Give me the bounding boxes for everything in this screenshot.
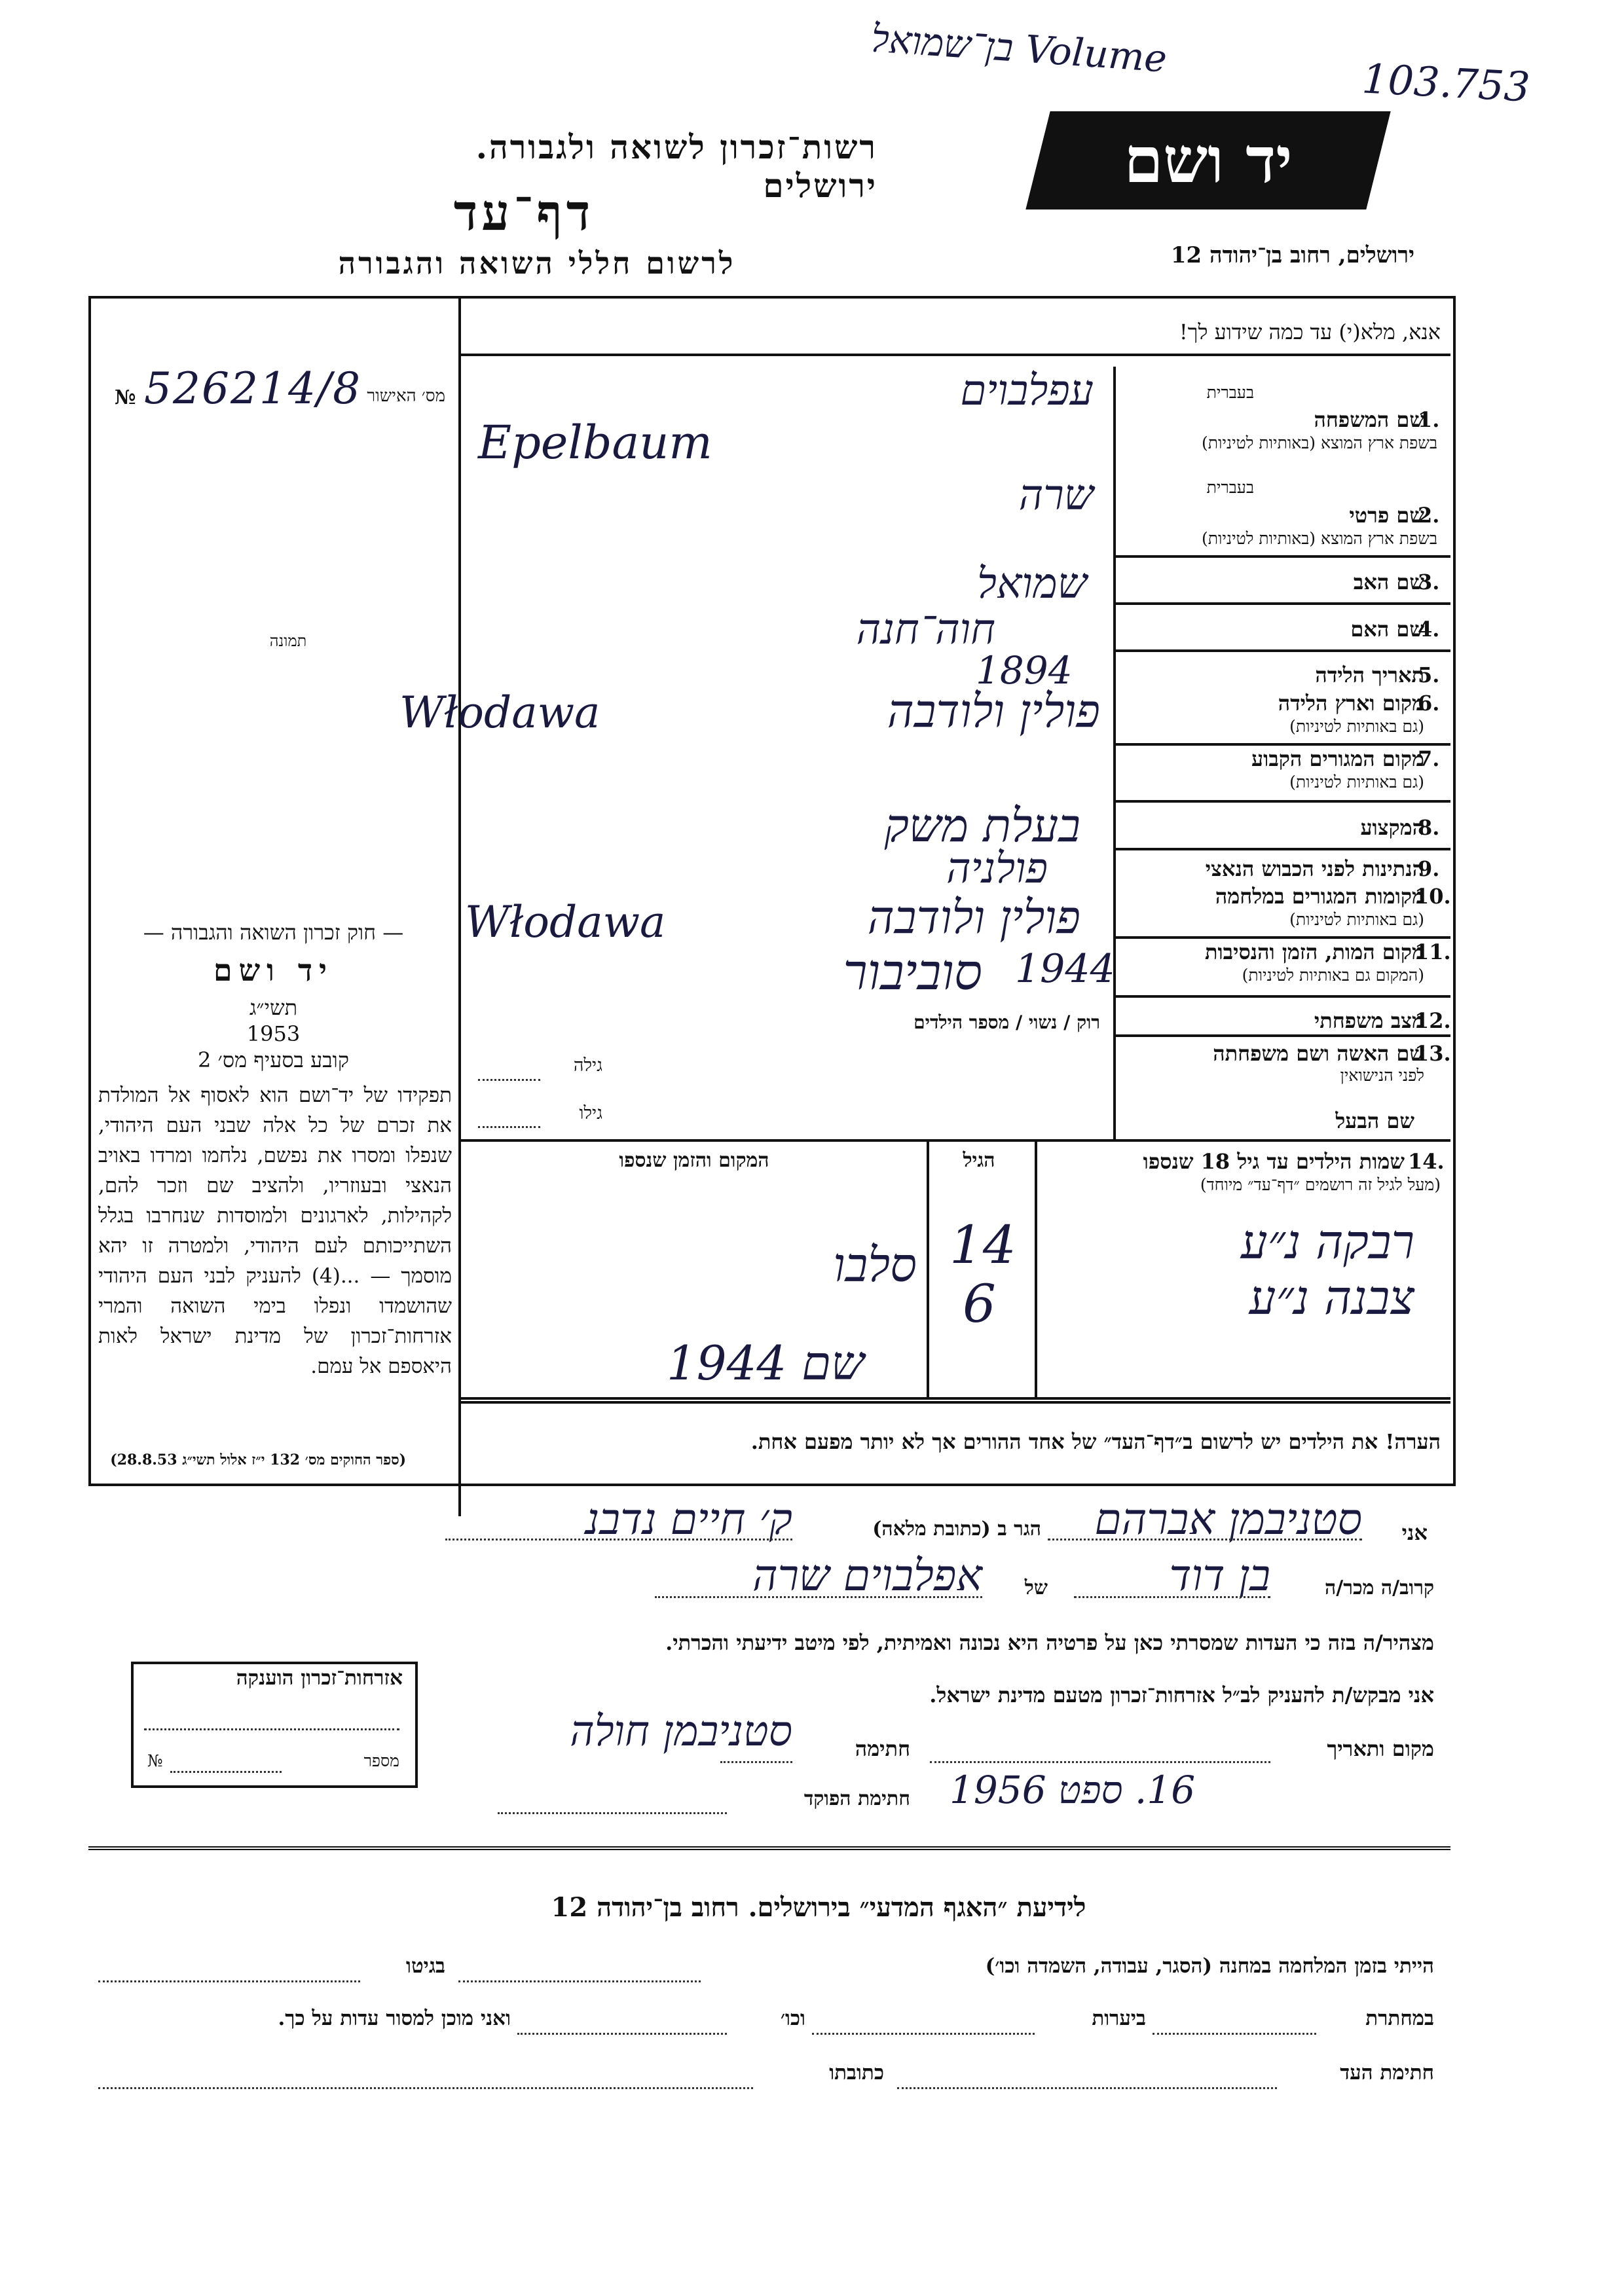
citizenship-box-title: אזרחות־זכרון הוענקה [236,1666,403,1690]
field-2-hebrew-tag: בעברית [1206,478,1254,497]
field-4-label: שם האם [1350,617,1424,642]
age-label: גילה [573,1055,602,1076]
field-1-sub: בשפת ארץ המוצא (באותיות לטיניות) [1202,433,1437,452]
field-10-number: 10. [1414,884,1451,909]
children-note: הערה! את הילדים יש לרשום ב״דף־העד״ של אחד ההורים אך לא יותר מפעם אחת. [750,1429,1441,1454]
field-13-label: שם האשה ושם משפחתה [1213,1041,1424,1066]
child-2-age: 6 [963,1273,996,1334]
field-11-number: 11. [1414,939,1451,964]
field-4-number: 4. [1418,617,1440,642]
field-6-label: מקום וארץ הלידה [1278,691,1424,716]
declarant-name: סטניבמן אברהם [1094,1494,1362,1544]
photo-placeholder-label: תמונה [269,632,307,650]
field-4-value: חוה־חנה [856,606,995,654]
field-7-number: 7. [1418,746,1440,771]
citizenship-box-number-abbr: № [147,1751,163,1770]
field-8-value: בעלת משק [884,799,1080,852]
law-year-hebrew: תשי״ג [249,995,298,1020]
field-9-number: 9. [1418,856,1440,881]
husband-label: שם הבעל [1335,1108,1414,1133]
law-heading: — חוק זכרון השואה והגבורה — [143,920,404,945]
field-13-sub: לפני הנישואין [1340,1066,1424,1085]
field-13-number: 13. [1414,1041,1451,1066]
bottom-line3-a: חתימת העד [1340,2061,1434,2085]
law-section: קובע בסעיף מס׳ 2 [198,1048,349,1072]
place-date-label: מקום ותאריך [1327,1736,1434,1761]
of-label: של [1024,1576,1048,1599]
declarant-address: ק׳ חיים נדבנ [585,1494,792,1544]
field-5-number: 5. [1418,663,1440,687]
children-age-header: הגיל [963,1149,995,1172]
law-body: תפקידו של יד־ושם הוא לאסוף אל המולדת את זכרם של כל אלה שבני העם היהודי, שנפלו ומסרו את נפשם, נלחמו ומרדו באויב הנאצי ובעוזריו, ולהציב שם וזכר להם, לקהילות, לארגונים ולמוסדות שנחרבו בגלל השתייכותם לעם היהודי, ולמטרה זו יהא מוסמך — ...(4) להעניק לבני העם היהודי שהושמדו ונפלו בימי השואה והמרי אזרחות־זכרון של מדינת ישראל לאות היאספם אל עמם. [98,1084,452,1378]
field-6-sub: (גם באותיות לטיניות) [1289,717,1424,736]
field-8-number: 8. [1418,815,1440,840]
bottom-line1-a: הייתי בזמן המלחמה במחנה (הסגר, עבודה, השמדה וכו׳) [985,1954,1434,1978]
field-1-value: עפלבוים [960,367,1094,415]
field-1-label: שם המשפחה [1314,407,1424,432]
field-7-sub: (גם באותיות לטיניות) [1289,773,1424,792]
children-place-extra: שם 1944 [666,1336,864,1391]
bottom-line1-b: בגיטו [406,1954,445,1978]
form-subtitle: לרשום חללי השואה והגבורה [338,246,736,281]
approval-label: מס׳ האישור [367,386,445,406]
children-title: שמות הילדים עד גיל 18 שנספו [1143,1149,1405,1174]
declaration-i-label: אני [1401,1520,1428,1545]
field-3-number: 3. [1418,570,1440,594]
citizenship-box-number-label: מספר [363,1751,399,1770]
declaration-date: 16. ספט 1956 [950,1768,1196,1812]
field-1-value-latin: Epelbaum [478,416,712,469]
relative-label: קרוב/ה מכר/ה [1325,1576,1434,1599]
field-1-hebrew-tag: בעברית [1206,383,1254,402]
form-title: דף־עד [453,183,595,242]
children-subtitle: (מעל לגיל זה רושמים ״דף־עד״ מיוחד) [1200,1175,1441,1194]
child-1-age: 14 [950,1214,1016,1275]
field-10-sub: (גם באותיות לטיניות) [1289,910,1424,929]
yad-vashem-logo [1025,111,1390,210]
field-2-label: שם פרטי [1349,503,1424,528]
signature-label: חתימה [855,1736,910,1761]
field-3-label: שם האב [1353,570,1424,594]
citizenship-request: אני מבקש/ת להעניק לב״ל אזרחות־זכרון מטעם מדינת ישראל. [929,1683,1434,1707]
officer-signature-label: חתימת הפוקד [803,1787,910,1810]
field-11-sub: (המקום גם באותיות לטיניות) [1242,966,1424,985]
law-year: 1953 [246,1021,301,1046]
form-instruction: אנא, מלא(י) עד כמה שידוע לך! [1179,319,1441,344]
field-9-value: פולניה [946,845,1048,893]
bottom-line3-b: כתובתו [829,2061,884,2085]
law-name: יד ושם [213,953,334,988]
field-1-number: 1. [1418,407,1440,432]
field-2-sub: בשפת ארץ המוצא (באותיות לטיניות) [1202,529,1437,548]
bottom-line2-d: ואני מוכן למסור עדות על כך. [278,2007,511,2030]
field-10-label: מקומות המגורים במלחמה [1215,884,1424,909]
field-11-label: מקום המות, הזמן והנסיבות [1204,939,1424,964]
bottom-line2-b: ביערות [1092,2007,1146,2030]
marital-options: רוק / נשוי / מספר הילדים [913,1011,1100,1033]
field-11-year: 1944 [1015,946,1115,992]
field-2-number: 2. [1418,503,1440,528]
field-5-value: 1894 [976,648,1073,693]
field-12-label: מצב משפחתי [1314,1008,1424,1033]
of-name-value: אפלבוים שרה [752,1550,982,1601]
field-7-label: מקום המגורים הקבוע [1251,746,1424,771]
field-10-value-latin: Włodawa [465,897,666,947]
field-8-label: המקצוע [1360,815,1424,840]
child-2-name: צבנה נ״ע [1249,1270,1414,1325]
law-citation: (ספר החוקים מס׳ 132 י״ז אלול תשי״ג 28.8.53) [110,1451,406,1468]
signature-value: סטניבמן חולה [570,1707,792,1756]
field-2-value: שרה [1018,471,1094,520]
field-3-value: שמואל [977,560,1087,608]
bottom-title: לידיעת ״האגף המדעי״ בירושלים. רחוב בן־יהודה 12 [551,1892,1086,1923]
child-1-name: רבקה נ״ע [1240,1214,1414,1269]
children-number: 14. [1408,1149,1445,1174]
field-10-value: פולין ולודבה [867,890,1080,944]
relation-value: בן דוד [1169,1550,1270,1601]
handwritten-record-number: 103.753 [1361,54,1532,111]
logo-text: יד ושם [1124,123,1293,197]
approval-number-prefix: № [115,386,136,409]
bottom-line2-a: במחתרת [1365,2007,1434,2030]
field-5-label: תאריך הלידה [1315,663,1424,687]
address: ירושלים, רחוב בן־יהודה 12 [1170,242,1414,268]
child-1-place: סלבו [833,1237,917,1292]
husband-age-label: גילו [579,1103,602,1123]
field-6-value: פולין ולודבה [887,684,1100,738]
children-place-header: המקום והזמן שנספו [619,1149,769,1172]
org-line: רשות־זכרון לשואה ולגבורה. ירושלים [475,128,877,205]
resides-label: הגר ב (כתובת מלאה) [872,1518,1041,1540]
bottom-line2-c: וכו׳ [780,2007,805,2030]
field-6-number: 6. [1418,691,1440,716]
handwritten-volume-note: בן־שמואל Volume [870,16,1169,81]
field-12-number: 12. [1414,1008,1451,1033]
approval-number: 526214/8 [144,363,362,414]
field-11-value: סוביבור [843,943,982,1001]
field-9-label: הנתינות לפני הכבוש הנאצי [1205,856,1424,881]
field-6-value-latin: Włodawa [399,687,600,738]
declaration-statement: מצהיר/ה בזה כי העדות שמסרתי כאן על פרטיה היא נכונה ואמיתית, לפי מיטב ידיעתי והכרתי. [665,1630,1434,1655]
